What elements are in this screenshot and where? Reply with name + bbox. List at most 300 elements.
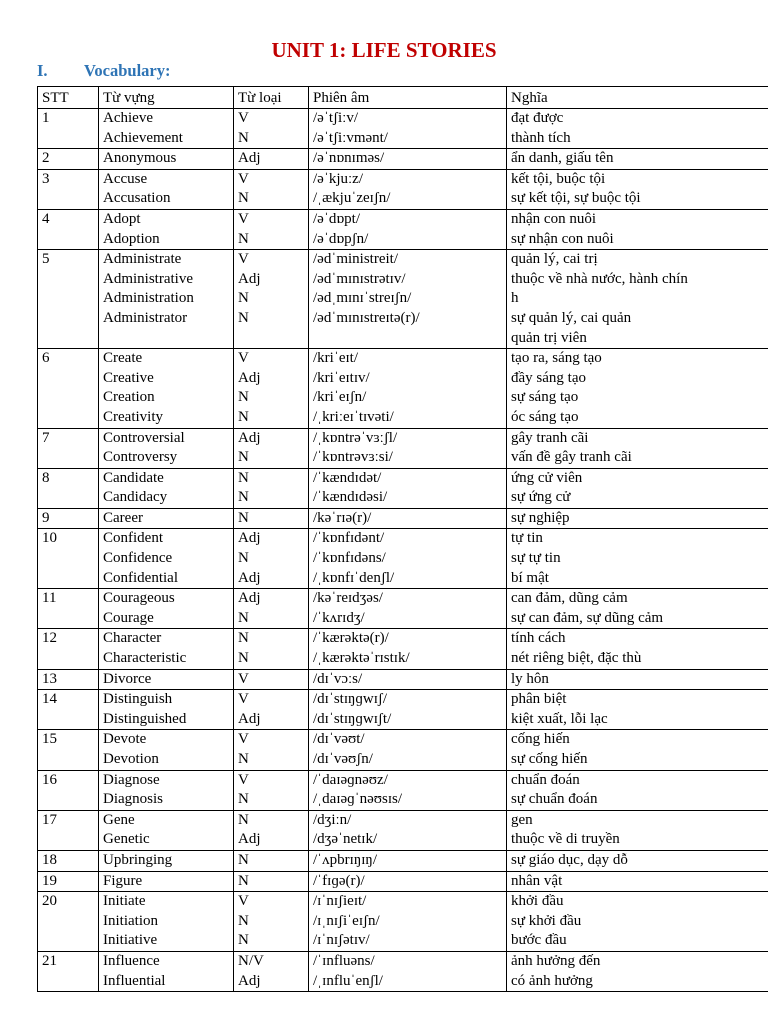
- cell-meaning: [507, 468, 768, 508]
- cell-pronunciation-line: /dɪˈstɪŋɡwɪʃ/: [313, 691, 388, 708]
- cell-meaning-line: ly hôn: [511, 670, 549, 687]
- table-row: [38, 529, 768, 589]
- cell-pronunciation-line: /ˈkærəktə(r)/: [313, 630, 389, 647]
- cell-meaning-line: bí mật: [511, 569, 549, 586]
- cell-pronunciation-line: /ədˈmɪnɪstreɪtə(r)/: [313, 309, 420, 326]
- cell-meaning-line: thuộc về nhà nước, hành chín: [511, 270, 688, 287]
- cell-meaning-line: cống hiến: [511, 731, 570, 748]
- cell-pronunciation-line: /ˈɪnfluəns/: [313, 952, 375, 969]
- cell-word-type-line: Adj: [238, 710, 261, 727]
- cell-pronunciation-line: /ˈkændɪdət/: [313, 469, 382, 486]
- table-header-row: [38, 87, 768, 109]
- cell-pronunciation-line: /ˈkændɪdəsi/: [313, 489, 388, 506]
- cell-pronunciation-line: /ˈkɒnfɪdəns/: [313, 550, 386, 567]
- cell-meaning-line: khởi đầu: [511, 893, 564, 910]
- cell-meaning: [507, 730, 768, 770]
- cell-word: [99, 730, 234, 770]
- cell-word-line: [103, 329, 229, 349]
- cell-word-line: Creation: [103, 389, 155, 406]
- cell-meaning-line: tính cách: [511, 630, 566, 647]
- cell-word-type-line: V: [238, 350, 249, 367]
- cell-meaning-line: h: [511, 290, 519, 307]
- cell-word-line: Initiation: [103, 912, 158, 929]
- cell-word-type: [234, 349, 309, 428]
- cell-pronunciation: [309, 250, 507, 349]
- cell-word-line: Courageous: [103, 590, 175, 607]
- cell-word-type-line: N: [238, 851, 249, 868]
- cell-word-line: Characteristic: [103, 650, 187, 667]
- cell-word-line: Initiate: [103, 893, 146, 910]
- cell-pronunciation-line: /ˈkʌrɪdʒ/: [313, 609, 365, 626]
- cell-word: [99, 770, 234, 810]
- cell-word-line: Administrative: [103, 270, 193, 287]
- cell-word: [99, 149, 234, 170]
- table-row: [38, 149, 768, 170]
- cell-word-type-line: Adj: [238, 429, 261, 446]
- cell-meaning-line: gen: [511, 811, 533, 828]
- cell-meaning-line: sự giáo dục, dạy dỗ: [511, 851, 628, 868]
- cell-word-line: Achieve: [103, 110, 153, 126]
- table-row: [38, 810, 768, 850]
- cell-pronunciation: [309, 892, 507, 952]
- cell-word-type-line: Adj: [238, 972, 261, 989]
- cell-word-type: [234, 669, 309, 690]
- cell-stt: 11: [38, 589, 99, 629]
- cell-word: [99, 690, 234, 730]
- cell-pronunciation-line: /ˌkɒnfɪˈdenʃl/: [313, 569, 395, 586]
- header-pronunciation: Phiên âm: [309, 87, 507, 109]
- cell-stt: 6: [38, 349, 99, 428]
- cell-word: [99, 468, 234, 508]
- cell-meaning: [507, 629, 768, 669]
- cell-pronunciation-line: /ɪˌnɪʃiˈeɪʃn/: [313, 912, 380, 929]
- cell-word-line: Accuse: [103, 170, 148, 187]
- cell-word: [99, 428, 234, 468]
- cell-meaning: [507, 349, 768, 428]
- cell-meaning-line: thuộc về di truyền: [511, 831, 620, 848]
- cell-meaning-line: óc sáng tạo: [511, 408, 579, 425]
- cell-pronunciation-line: /dɪˈstɪŋɡwɪʃt/: [313, 710, 392, 727]
- cell-word-type-line: N: [238, 190, 249, 207]
- table-row: [38, 109, 768, 149]
- cell-stt: 20: [38, 892, 99, 952]
- cell-word-type: [234, 892, 309, 952]
- cell-stt: 4: [38, 209, 99, 249]
- table-row: [38, 349, 768, 428]
- cell-word-line: Controversy: [103, 449, 178, 466]
- cell-pronunciation-line: /dɪˈvɔːs/: [313, 670, 363, 687]
- cell-meaning-line: đầy sáng tạo: [511, 369, 586, 386]
- page-title: UNIT 1: LIFE STORIES: [271, 38, 497, 62]
- cell-meaning: [507, 850, 768, 871]
- cell-word-line: Administrator: [103, 309, 188, 326]
- cell-pronunciation: [309, 349, 507, 428]
- cell-word-line: Figure: [103, 872, 143, 889]
- cell-meaning: [507, 690, 768, 730]
- cell-word-line: Create: [103, 350, 143, 367]
- cell-word-type-line: N: [238, 811, 249, 828]
- cell-word-type: [234, 169, 309, 209]
- cell-word-type-line: Adj: [238, 150, 261, 167]
- cell-word-line: Gene: [103, 811, 135, 828]
- cell-word-line: Confident: [103, 530, 163, 547]
- cell-word-type-line: N: [238, 408, 249, 425]
- cell-meaning-line: sự nhận con nuôi: [511, 230, 614, 247]
- cell-word-line: Creativity: [103, 408, 163, 425]
- cell-meaning: [507, 109, 768, 149]
- cell-meaning-line: vấn đề gây tranh cãi: [511, 449, 632, 466]
- cell-pronunciation-line: /ˌdaɪəɡˈnəʊsɪs/: [313, 791, 403, 808]
- cell-meaning-line: can đảm, dũng cảm: [511, 590, 628, 607]
- cell-word-type-line: N: [238, 751, 249, 767]
- cell-meaning-line: bước đầu: [511, 932, 567, 949]
- section-label: Vocabulary:: [84, 61, 171, 80]
- cell-pronunciation-line: /dʒəˈnetɪk/: [313, 831, 378, 848]
- cell-word-type-line: N: [238, 230, 249, 247]
- cell-word-type-line: Adj: [238, 569, 261, 586]
- cell-pronunciation-line: /ɪˈnɪʃətɪv/: [313, 932, 370, 949]
- cell-word: [99, 850, 234, 871]
- cell-meaning-line: sự khởi đầu: [511, 912, 582, 929]
- cell-meaning-line: ẩn danh, giấu tên: [511, 150, 614, 167]
- cell-word-line: Devote: [103, 731, 147, 748]
- cell-pronunciation: [309, 951, 507, 991]
- table-row: [38, 850, 768, 871]
- cell-word-line: Diagnose: [103, 771, 160, 788]
- cell-meaning-line: sự ứng cử: [511, 489, 571, 506]
- cell-pronunciation: [309, 850, 507, 871]
- cell-word-type-line: V: [238, 110, 249, 126]
- cell-pronunciation-line: /ədˈministreit/: [313, 251, 398, 268]
- cell-meaning: [507, 871, 768, 892]
- cell-stt: 13: [38, 669, 99, 690]
- cell-word: [99, 169, 234, 209]
- cell-word-type: [234, 508, 309, 529]
- cell-word-type-line: [238, 329, 304, 349]
- cell-word-type-line: Adj: [238, 590, 261, 607]
- cell-pronunciation: [309, 468, 507, 508]
- cell-word: [99, 589, 234, 629]
- cell-word-type: [234, 690, 309, 730]
- cell-pronunciation: [309, 589, 507, 629]
- cell-pronunciation-line: /ˈdaɪəɡnəʊz/: [313, 771, 388, 788]
- cell-word-type: [234, 468, 309, 508]
- cell-word-type-line: N/V: [238, 952, 264, 969]
- cell-pronunciation-line: /dʒiːn/: [313, 811, 352, 828]
- cell-pronunciation: [309, 730, 507, 770]
- cell-word-line: Candidate: [103, 469, 164, 486]
- cell-word-type-line: N: [238, 609, 249, 626]
- cell-word-type-line: Adj: [238, 530, 261, 547]
- cell-word-line: Confidence: [103, 550, 173, 567]
- cell-stt: 8: [38, 468, 99, 508]
- cell-word-type-line: N: [238, 290, 249, 307]
- cell-meaning-line: phân biệt: [511, 691, 567, 708]
- table-row: [38, 250, 768, 349]
- cell-word-type-line: Adj: [238, 831, 261, 848]
- cell-word-type-line: V: [238, 210, 249, 227]
- table-row: [38, 428, 768, 468]
- cell-meaning-line: thành tích: [511, 129, 571, 146]
- cell-word-type-line: N: [238, 791, 249, 808]
- cell-meaning-line: tạo ra, sáng tạo: [511, 350, 602, 367]
- cell-word-type-line: N: [238, 650, 249, 667]
- cell-meaning-line: có ảnh hưởng: [511, 972, 593, 989]
- cell-pronunciation: [309, 529, 507, 589]
- cell-pronunciation-line: /dɪˈvəʊʃn/: [313, 751, 373, 767]
- cell-stt: 9: [38, 508, 99, 529]
- table-row: [38, 669, 768, 690]
- cell-pronunciation-line: /ɪˈnɪʃieɪt/: [313, 893, 367, 910]
- cell-word-type-line: N: [238, 469, 249, 486]
- cell-word-line: Courage: [103, 609, 154, 626]
- cell-pronunciation-line: /ˌækjuˈzeɪʃn/: [313, 190, 391, 207]
- cell-pronunciation-line: /əˈdɒpt/: [313, 210, 360, 227]
- cell-word-type-line: N: [238, 550, 249, 567]
- table-row: [38, 468, 768, 508]
- cell-word: [99, 871, 234, 892]
- cell-pronunciation-line: /ˌkriːeɪˈtɪvəti/: [313, 408, 394, 425]
- cell-pronunciation: [309, 669, 507, 690]
- cell-pronunciation: [309, 770, 507, 810]
- cell-word-type: [234, 149, 309, 170]
- cell-stt: 1: [38, 109, 99, 149]
- cell-pronunciation-line: /kriˈeɪʃn/: [313, 389, 367, 406]
- cell-word-line: Initiative: [103, 932, 158, 949]
- section-number: I.: [37, 61, 48, 80]
- cell-word-type-line: N: [238, 309, 249, 326]
- cell-meaning-line: sự nghiệp: [511, 509, 570, 526]
- cell-meaning-line: quản lý, cai trị: [511, 251, 598, 268]
- table-row: [38, 871, 768, 892]
- cell-word-type: [234, 529, 309, 589]
- cell-word-line: Administration: [103, 290, 194, 307]
- cell-pronunciation-line: /dɪˈvəʊt/: [313, 731, 365, 748]
- cell-pronunciation-line: /ˌkɒntrəˈvɜːʃl/: [313, 429, 398, 446]
- cell-meaning: [507, 589, 768, 629]
- cell-pronunciation: [309, 109, 507, 149]
- cell-word-type-line: V: [238, 251, 249, 268]
- cell-meaning: [507, 669, 768, 690]
- cell-word-type-line: V: [238, 731, 249, 748]
- cell-pronunciation-line: /ˈfɪɡə(r)/: [313, 872, 365, 889]
- header-stt: STT: [38, 87, 99, 109]
- table-row: [38, 209, 768, 249]
- cell-meaning: [507, 209, 768, 249]
- cell-word-line: Accusation: [103, 190, 171, 207]
- cell-pronunciation-line: /əˈdɒpʃn/: [313, 230, 369, 247]
- cell-pronunciation-line: /əˈtʃiːvmənt/: [313, 129, 388, 146]
- cell-meaning: [507, 770, 768, 810]
- cell-meaning-line: nhân vật: [511, 872, 563, 889]
- cell-meaning-line: sự can đảm, sự dũng cảm: [511, 609, 664, 626]
- cell-word-line: Influence: [103, 952, 160, 969]
- cell-word-line: Distinguished: [103, 710, 187, 727]
- cell-meaning: [507, 169, 768, 209]
- cell-word-type: [234, 629, 309, 669]
- cell-meaning-line: sự kết tội, sự buộc tội: [511, 190, 641, 207]
- cell-word-type-line: V: [238, 691, 249, 708]
- cell-meaning-line: sự quản lý, cai quản: [511, 309, 632, 326]
- cell-meaning: [507, 149, 768, 170]
- cell-pronunciation-line: /kriˈeɪtɪv/: [313, 369, 370, 386]
- vocabulary-table: [37, 86, 768, 992]
- cell-pronunciation-line: /ˈkɒnfɪdənt/: [313, 530, 385, 547]
- cell-word: [99, 892, 234, 952]
- cell-word-line: Adopt: [103, 210, 141, 227]
- cell-pronunciation: [309, 508, 507, 529]
- cell-pronunciation: [309, 149, 507, 170]
- table-row: [38, 951, 768, 991]
- table-row: [38, 770, 768, 810]
- cell-meaning-line: gây tranh cãi: [511, 429, 589, 446]
- cell-pronunciation: [309, 871, 507, 892]
- cell-meaning-line: sự chuẩn đoán: [511, 791, 598, 808]
- cell-word-type: [234, 850, 309, 871]
- cell-word-line: Divorce: [103, 670, 152, 687]
- cell-word-type: [234, 250, 309, 349]
- cell-meaning-line: quản trị viên: [511, 329, 587, 346]
- cell-word-line: Diagnosis: [103, 791, 163, 808]
- cell-pronunciation: [309, 428, 507, 468]
- cell-pronunciation-line: /ˌɪnfluˈenʃl/: [313, 972, 383, 989]
- cell-meaning-line: nét riêng biệt, đặc thù: [511, 650, 642, 667]
- cell-pronunciation-line: /kriˈeɪt/: [313, 350, 358, 367]
- cell-meaning: [507, 250, 768, 349]
- cell-stt: 14: [38, 690, 99, 730]
- cell-word-line: Candidacy: [103, 489, 168, 506]
- table-row: [38, 589, 768, 629]
- cell-pronunciation: [309, 209, 507, 249]
- cell-word-type: [234, 770, 309, 810]
- cell-word-line: Administrate: [103, 251, 182, 268]
- cell-pronunciation-line: /əˈkjuːz/: [313, 170, 363, 187]
- cell-word-line: Controversial: [103, 429, 185, 446]
- cell-word-type-line: N: [238, 509, 249, 526]
- cell-meaning: [507, 892, 768, 952]
- cell-word: [99, 669, 234, 690]
- cell-pronunciation: [309, 810, 507, 850]
- cell-meaning: [507, 951, 768, 991]
- cell-word-line: Confidential: [103, 569, 178, 586]
- cell-word-line: Distinguish: [103, 691, 173, 708]
- cell-stt: 16: [38, 770, 99, 810]
- cell-pronunciation-line: /ˈʌpbrɪŋɪŋ/: [313, 851, 377, 868]
- section-heading: [37, 60, 170, 82]
- cell-word-type-line: N: [238, 389, 249, 406]
- cell-pronunciation-line: /kəˈreɪdʒəs/: [313, 590, 383, 607]
- table-row: [38, 508, 768, 529]
- cell-meaning-line: tự tin: [511, 530, 543, 547]
- cell-stt: 10: [38, 529, 99, 589]
- cell-meaning: [507, 428, 768, 468]
- cell-word-line: Character: [103, 630, 162, 647]
- cell-word-line: Genetic: [103, 831, 150, 848]
- cell-word-type: [234, 428, 309, 468]
- cell-word-type-line: V: [238, 771, 249, 788]
- cell-meaning-line: nhận con nuôi: [511, 210, 596, 227]
- cell-word-type-line: N: [238, 449, 249, 466]
- cell-word-type: [234, 810, 309, 850]
- cell-word-type: [234, 730, 309, 770]
- cell-word-type-line: Adj: [238, 369, 261, 386]
- cell-meaning-line: kết tội, buộc tội: [511, 170, 606, 187]
- cell-stt: 5: [38, 250, 99, 349]
- table-row: [38, 730, 768, 770]
- header-word-type: Từ loại: [234, 87, 309, 109]
- cell-word-type: [234, 109, 309, 149]
- cell-meaning-line: đạt được: [511, 110, 564, 126]
- cell-pronunciation: [309, 629, 507, 669]
- cell-word: [99, 109, 234, 149]
- table-row: [38, 169, 768, 209]
- cell-word-line: Career: [103, 509, 143, 526]
- cell-word-type: [234, 589, 309, 629]
- cell-meaning-line: kiệt xuất, lỗi lạc: [511, 710, 608, 727]
- cell-word-line: Devotion: [103, 751, 159, 767]
- cell-word-type-line: N: [238, 489, 249, 506]
- cell-meaning: [507, 529, 768, 589]
- cell-pronunciation: [309, 169, 507, 209]
- cell-word-line: Adoption: [103, 230, 160, 247]
- cell-stt: 15: [38, 730, 99, 770]
- cell-pronunciation-line: /əˈnɒnɪməs/: [313, 150, 385, 167]
- cell-pronunciation-line: /ˌkærəktəˈrɪstɪk/: [313, 650, 410, 667]
- cell-meaning-line: ứng cử viên: [511, 469, 583, 486]
- cell-word: [99, 529, 234, 589]
- cell-meaning-line: sự sáng tạo: [511, 389, 579, 406]
- table-row: [38, 629, 768, 669]
- cell-stt: 2: [38, 149, 99, 170]
- header-meaning: Nghĩa: [507, 87, 768, 109]
- table-row: [38, 892, 768, 952]
- cell-word-type-line: N: [238, 129, 249, 146]
- cell-word-type-line: Adj: [238, 270, 261, 287]
- cell-meaning: [507, 508, 768, 529]
- cell-word-line: Creative: [103, 369, 154, 386]
- cell-word-type: [234, 209, 309, 249]
- cell-stt: 7: [38, 428, 99, 468]
- cell-word-type: [234, 951, 309, 991]
- cell-word: [99, 250, 234, 349]
- cell-word-type-line: N: [238, 630, 249, 647]
- cell-meaning: [507, 810, 768, 850]
- table-row: [38, 690, 768, 730]
- cell-stt: 18: [38, 850, 99, 871]
- cell-word-line: Achievement: [103, 129, 183, 146]
- cell-stt: 19: [38, 871, 99, 892]
- cell-word-type-line: N: [238, 872, 249, 889]
- cell-word: [99, 629, 234, 669]
- cell-pronunciation-line: /əˈtʃiːv/: [313, 110, 358, 126]
- cell-word-type-line: N: [238, 912, 249, 929]
- cell-meaning-line: chuẩn đoán: [511, 771, 580, 788]
- cell-stt: 17: [38, 810, 99, 850]
- cell-word: [99, 508, 234, 529]
- cell-word-type-line: N: [238, 932, 249, 949]
- cell-word-line: Influential: [103, 972, 166, 989]
- cell-pronunciation-line: [313, 329, 502, 349]
- cell-pronunciation-line: /ədˈmɪnɪstrətɪv/: [313, 270, 406, 287]
- cell-stt: 12: [38, 629, 99, 669]
- cell-word-type-line: V: [238, 170, 249, 187]
- cell-word-type: [234, 871, 309, 892]
- cell-word: [99, 209, 234, 249]
- cell-word: [99, 349, 234, 428]
- cell-pronunciation: [309, 690, 507, 730]
- cell-pronunciation-line: /kəˈrɪə(r)/: [313, 509, 372, 526]
- cell-word-type-line: V: [238, 893, 249, 910]
